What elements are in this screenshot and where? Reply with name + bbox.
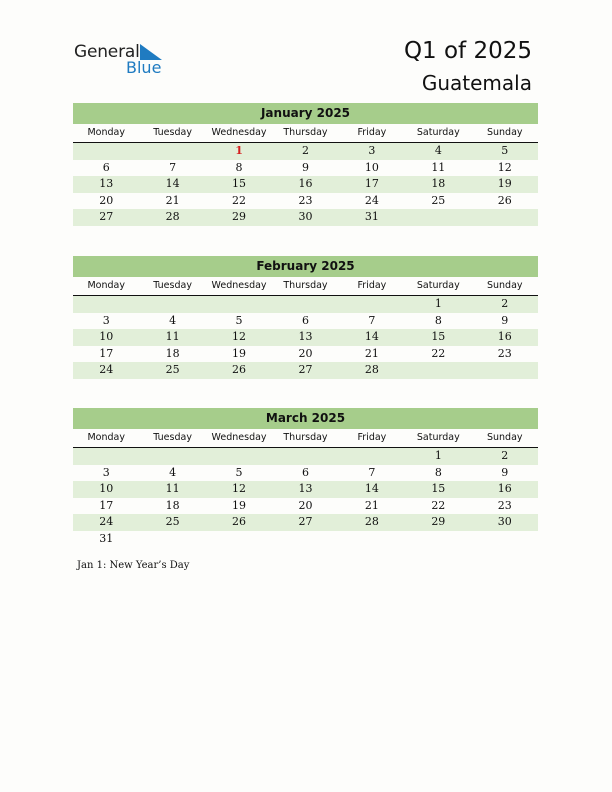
weekday-label: Saturday (416, 432, 460, 443)
weekday-header (73, 429, 538, 448)
day-cell: 30 (298, 210, 313, 223)
day-cell (73, 448, 139, 465)
day-cell: 12 (497, 160, 512, 174)
week-row (73, 481, 538, 498)
weekday-label: Sunday (486, 280, 523, 291)
month-february (73, 256, 538, 379)
week-row (73, 346, 538, 363)
month-weeks (73, 143, 538, 226)
day-cell: 10 (364, 160, 379, 174)
day-cell: 25 (431, 193, 446, 207)
week-row (73, 362, 538, 379)
day-cell (139, 143, 205, 160)
weekday-label: Sunday (486, 432, 523, 443)
day-cell: 1 (434, 297, 442, 310)
day-cell: 19 (497, 177, 512, 190)
day-cell: 6 (301, 465, 309, 479)
day-cell: 9 (501, 313, 509, 327)
day-cell: 27 (298, 363, 313, 376)
day-cell: 6 (102, 160, 110, 174)
weekday-label: Wednesday (211, 280, 267, 291)
day-cell: 5 (235, 313, 243, 327)
weekday-label: Wednesday (211, 432, 267, 443)
day-cell: 9 (301, 160, 309, 174)
day-cell (73, 143, 139, 160)
day-cell: 9 (501, 465, 509, 479)
weekday-label: Monday (87, 432, 125, 443)
day-cell: 7 (368, 313, 376, 327)
logo-text-blue: Blue (126, 58, 162, 77)
day-cell: 23 (298, 193, 313, 207)
weekday-label: Thursday (283, 280, 328, 291)
weekday-label: Monday (87, 280, 125, 291)
weekday-header (73, 277, 538, 296)
day-cell: 14 (364, 482, 379, 495)
day-cell: 2 (301, 144, 309, 157)
day-cell (139, 531, 205, 548)
month-january (73, 103, 538, 226)
day-cell (206, 448, 272, 465)
day-cell: 5 (235, 465, 243, 479)
day-cell: 28 (165, 210, 180, 223)
holiday-note: Jan 1: New Year’s Day (77, 560, 190, 571)
day-cell (405, 362, 471, 379)
week-row (73, 193, 538, 210)
day-cell (405, 209, 471, 226)
day-cell (405, 531, 471, 548)
day-cell: 27 (99, 210, 114, 223)
week-row (73, 329, 538, 346)
week-row (73, 143, 538, 160)
day-cell (272, 296, 338, 313)
day-cell: 13 (99, 177, 114, 190)
day-cell: 31 (364, 210, 379, 223)
weekday-label: Sunday (486, 127, 523, 138)
day-cell (472, 209, 538, 226)
day-cell: 20 (298, 346, 313, 360)
day-cell: 17 (99, 346, 114, 360)
day-cell: 28 (364, 515, 379, 528)
week-row (73, 448, 538, 465)
day-cell: 26 (497, 193, 512, 207)
weekday-label: Monday (87, 127, 125, 138)
weekday-label: Tuesday (153, 127, 192, 138)
day-cell: 3 (102, 313, 110, 327)
day-cell: 25 (165, 515, 180, 528)
page-title: Q1 of 2025 (403, 38, 532, 64)
week-row (73, 531, 538, 548)
day-cell: 15 (431, 330, 446, 343)
day-cell: 12 (232, 482, 247, 495)
holiday-day-cell: 1 (235, 144, 243, 157)
month-title: March 2025 (73, 408, 538, 429)
day-cell: 24 (99, 515, 114, 528)
day-cell (339, 448, 405, 465)
month-march (73, 408, 538, 547)
day-cell: 18 (165, 498, 180, 512)
day-cell: 7 (169, 160, 177, 174)
day-cell: 16 (298, 177, 313, 190)
day-cell (272, 531, 338, 548)
weekday-label: Saturday (416, 280, 460, 291)
day-cell: 29 (232, 210, 247, 223)
day-cell: 23 (497, 498, 512, 512)
day-cell: 8 (235, 160, 243, 174)
day-cell: 19 (232, 346, 247, 360)
day-cell: 24 (99, 363, 114, 376)
day-cell: 24 (364, 193, 379, 207)
month-weeks (73, 296, 538, 379)
weekday-label: Friday (357, 432, 387, 443)
day-cell: 18 (431, 177, 446, 190)
day-cell: 2 (501, 449, 509, 462)
day-cell: 11 (165, 482, 180, 495)
day-cell: 16 (497, 482, 512, 495)
day-cell: 4 (169, 313, 177, 327)
day-cell: 10 (99, 482, 114, 495)
day-cell: 8 (434, 313, 442, 327)
week-row (73, 176, 538, 193)
day-cell: 20 (99, 193, 114, 207)
month-weeks (73, 448, 538, 547)
country-name: Guatemala (421, 71, 532, 95)
week-row (73, 160, 538, 177)
day-cell: 15 (232, 177, 247, 190)
day-cell: 23 (497, 346, 512, 360)
day-cell: 11 (165, 330, 180, 343)
month-title: February 2025 (73, 256, 538, 277)
weekday-label: Saturday (416, 127, 460, 138)
logo-text-general: General (74, 42, 140, 62)
day-cell: 4 (169, 465, 177, 479)
day-cell: 2 (501, 297, 509, 310)
day-cell: 10 (99, 330, 114, 343)
weekday-label: Thursday (283, 432, 328, 443)
week-row (73, 465, 538, 482)
day-cell: 13 (298, 330, 313, 343)
day-cell: 21 (364, 346, 379, 360)
day-cell: 17 (364, 177, 379, 190)
day-cell (339, 531, 405, 548)
day-cell: 5 (501, 144, 509, 157)
day-cell: 12 (232, 330, 247, 343)
day-cell (73, 296, 139, 313)
month-title: January 2025 (73, 103, 538, 124)
day-cell: 31 (99, 531, 114, 545)
week-row (73, 296, 538, 313)
day-cell: 21 (165, 193, 180, 207)
day-cell: 30 (497, 515, 512, 528)
day-cell: 19 (232, 498, 247, 512)
day-cell: 22 (431, 346, 446, 360)
week-row (73, 514, 538, 531)
day-cell: 20 (298, 498, 313, 512)
day-cell: 7 (368, 465, 376, 479)
day-cell: 6 (301, 313, 309, 327)
day-cell: 4 (434, 144, 442, 157)
day-cell (139, 448, 205, 465)
day-cell (206, 296, 272, 313)
day-cell: 3 (368, 144, 376, 157)
day-cell: 15 (431, 482, 446, 495)
weekday-label: Wednesday (211, 127, 267, 138)
weekday-label: Friday (357, 280, 387, 291)
day-cell: 17 (99, 498, 114, 512)
day-cell: 22 (232, 193, 247, 207)
day-cell: 13 (298, 482, 313, 495)
day-cell: 18 (165, 346, 180, 360)
day-cell: 25 (165, 363, 180, 376)
day-cell: 11 (431, 160, 446, 174)
day-cell: 29 (431, 515, 446, 528)
logo (74, 42, 174, 78)
day-cell: 14 (165, 177, 180, 190)
day-cell (206, 531, 272, 548)
day-cell (472, 531, 538, 548)
day-cell: 16 (497, 330, 512, 343)
day-cell (472, 362, 538, 379)
day-cell: 14 (364, 330, 379, 343)
day-cell (139, 296, 205, 313)
day-cell (339, 296, 405, 313)
day-cell: 21 (364, 498, 379, 512)
day-cell: 27 (298, 515, 313, 528)
day-cell: 26 (232, 515, 247, 528)
day-cell: 28 (364, 363, 379, 376)
weekday-label: Tuesday (153, 432, 192, 443)
week-row (73, 209, 538, 226)
week-row (73, 313, 538, 330)
day-cell: 26 (232, 363, 247, 376)
day-cell (272, 448, 338, 465)
weekday-label: Friday (357, 127, 387, 138)
weekday-label: Thursday (283, 127, 328, 138)
weekday-header (73, 124, 538, 143)
day-cell: 8 (434, 465, 442, 479)
week-row (73, 498, 538, 515)
day-cell: 3 (102, 465, 110, 479)
weekday-label: Tuesday (153, 280, 192, 291)
day-cell: 22 (431, 498, 446, 512)
day-cell: 1 (434, 449, 442, 462)
